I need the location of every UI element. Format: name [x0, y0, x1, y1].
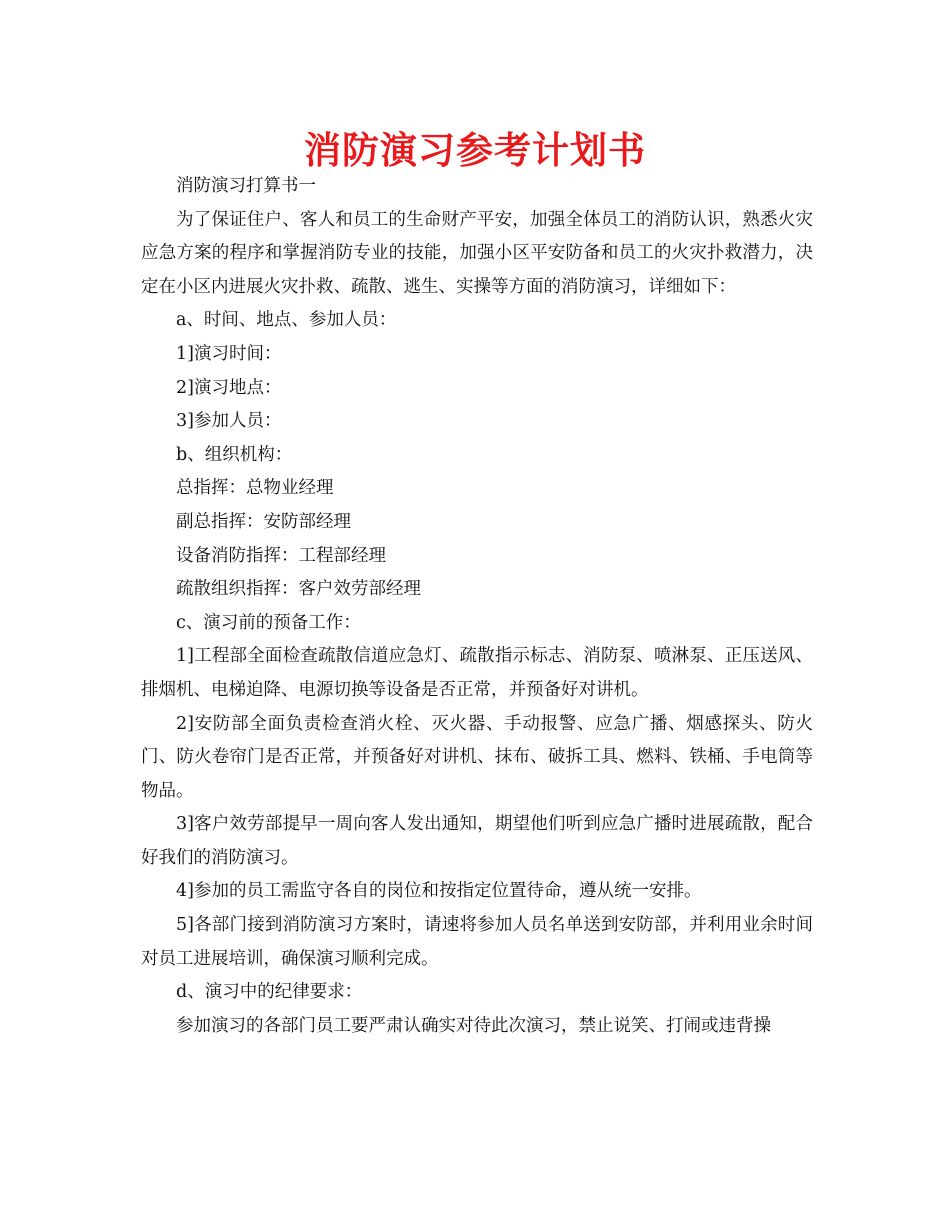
- paragraph-4: 1]演习时间：: [176, 343, 282, 364]
- document-title: 消防演习参考计划书: [304, 129, 646, 172]
- paragraph-17: 5]各部门接到消防演习方案时，请速将参加人员名单送到安防部，并利用业余时间对员工进展培训，确保演习顺利完成。: [141, 915, 813, 969]
- paragraph-9: 副总指挥：安防部经理: [176, 511, 351, 532]
- paragraph-11: 疏散组织指挥：客户效劳部经理: [176, 579, 421, 600]
- paragraph-18: d、演习中的纪律要求：: [176, 982, 363, 1003]
- paragraph-12: c、演习前的预备工作：: [176, 612, 361, 633]
- paragraph-2: 为了保证住户、客人和员工的生命财产平安，加强全体员工的消防认识，熟悉火灾应急方案的程序和掌握消防专业的技能，加强小区平安防备和员工的火灾扑救潜力，决定在小区内进展火灾扑救、疏散、逃生、实操等方面的消防演习，详细如下：: [141, 209, 813, 297]
- paragraph-14: 2]安防部全面负责检查消火栓、灭火器、手动报警、应急广播、烟感探头、防火门、防火卷帘门是否正常，并预备好对讲机、抹布、破拆工具、燃料、铁桶、手电筒等物品。: [141, 713, 813, 801]
- paragraph-16: 4]参加的员工需监守各自的岗位和按指定位置待命，遵从统一安排。: [176, 881, 702, 902]
- document-body: [141, 170, 813, 1043]
- paragraph-5: 2]演习地点：: [176, 377, 282, 398]
- paragraph-8: 总指挥：总物业经理: [176, 478, 334, 499]
- paragraph-1: 消防演习打算书一: [176, 176, 316, 196]
- paragraph-19: 参加演习的各部门员工要严肃认确实对待此次演习，禁止说笑、打闹或违背操: [176, 1015, 771, 1036]
- paragraph-15: 3]客户效劳部提早一周向客人发出通知，期望他们听到应急广播时进展疏散，配合好我们的消防演习。: [141, 814, 813, 868]
- paragraph-13: 1]工程部全面检查疏散信道应急灯、疏散指示标志、消防泵、喷淋泵、正压送风、排烟机、电梯迫降、电源切换等设备是否正常，并预备好对讲机。: [141, 646, 813, 700]
- paragraph-6: 3]参加人员：: [176, 411, 282, 432]
- paragraph-3: a、时间、地点、参加人员：: [176, 310, 397, 331]
- paragraph-10: 设备消防指挥：工程部经理: [176, 545, 386, 566]
- paragraph-7: b、组织机构：: [176, 444, 293, 465]
